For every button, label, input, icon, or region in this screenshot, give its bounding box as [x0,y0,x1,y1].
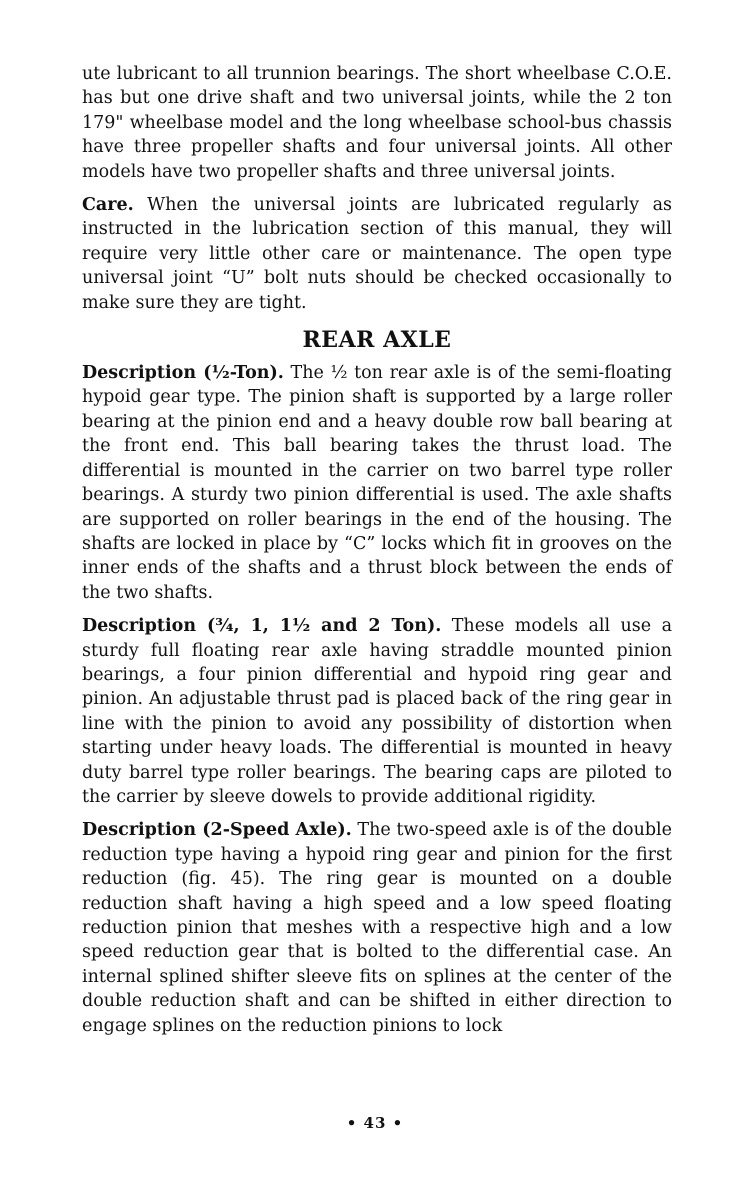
description-heavy-duty-text: These models all use a sturdy full floating rear axle having straddle mounted pinion bearings, a four pinion differential and hypoid ring gear and pinion. An adjustable thrust pad is placed back of the ring gear in line with the pinion to avoid any possibility of distortion when starting under heavy loads. The differential is mounted in heavy duty barrel type roller bearings. The bearing caps are piloted to the carrier by sleeve dowels to provide additional rigidity. [82,616,672,807]
page-body [82,62,672,1038]
section-heading-rear-axle: REAR AXLE [302,327,452,354]
care-lead: Care. [82,195,134,216]
intro-paragraph: ute lubricant to all trunnion bearings. The short wheelbase C.O.E. has but one drive shaft and two universal joints, while the 2 ton 179" wheelbase model and the long wheelbase school-bus chassis have three propeller shafts and four universal joints. All other models have two propeller shafts and three universal joints. [82,64,672,182]
description-two-speed-text: The two-speed axle is of the double reduction type having a hypoid ring gear and pinion for the first reduction (fig. 45). The ring gear is mounted on a double reduction shaft having a high speed and a low speed floating reduction pinion that meshes with a respective high and a low speed reduction gear that is bolted to the differential case. An internal splined shifter sleeve fits on splines at the center of the double reduction shaft and can be shifted in either direction to engage splines on the reduction pinions to lock [82,820,672,1036]
care-text: When the universal joints are lubricated regularly as instructed in the lubrication section of this manual, they will require very little other care or maintenance. The open type universal joint “U” bolt nuts should be checked occasionally to make sure they are tight. [82,195,672,313]
page-number: • 43 • [346,1114,404,1132]
description-half-ton-lead: Description (½-Ton). [82,363,284,384]
description-two-speed-lead: Description (2-Speed Axle). [82,820,352,841]
description-heavy-duty-paragraph [82,614,672,809]
description-half-ton-paragraph [82,361,672,605]
description-two-speed-paragraph [82,818,672,1038]
description-heavy-duty-lead: Description (¾, 1, 1½ and 2 Ton). [82,616,442,637]
care-paragraph [82,193,672,315]
description-half-ton-text: The ½ ton rear axle is of the semi-floating hypoid gear type. The pinion shaft is supported by a large roller bearing at the pinion end and a heavy double row ball bearing at the front end. This ball bearing takes the thrust load. The differential is mounted in the carrier on two barrel type roller bearings. A sturdy two pinion differential is used. The axle shafts are supported on roller bearings in the end of the housing. The shafts are locked in place by “C” locks which fit in grooves on the inner ends of the shafts and a thrust block between the ends of the two shafts. [82,363,672,603]
